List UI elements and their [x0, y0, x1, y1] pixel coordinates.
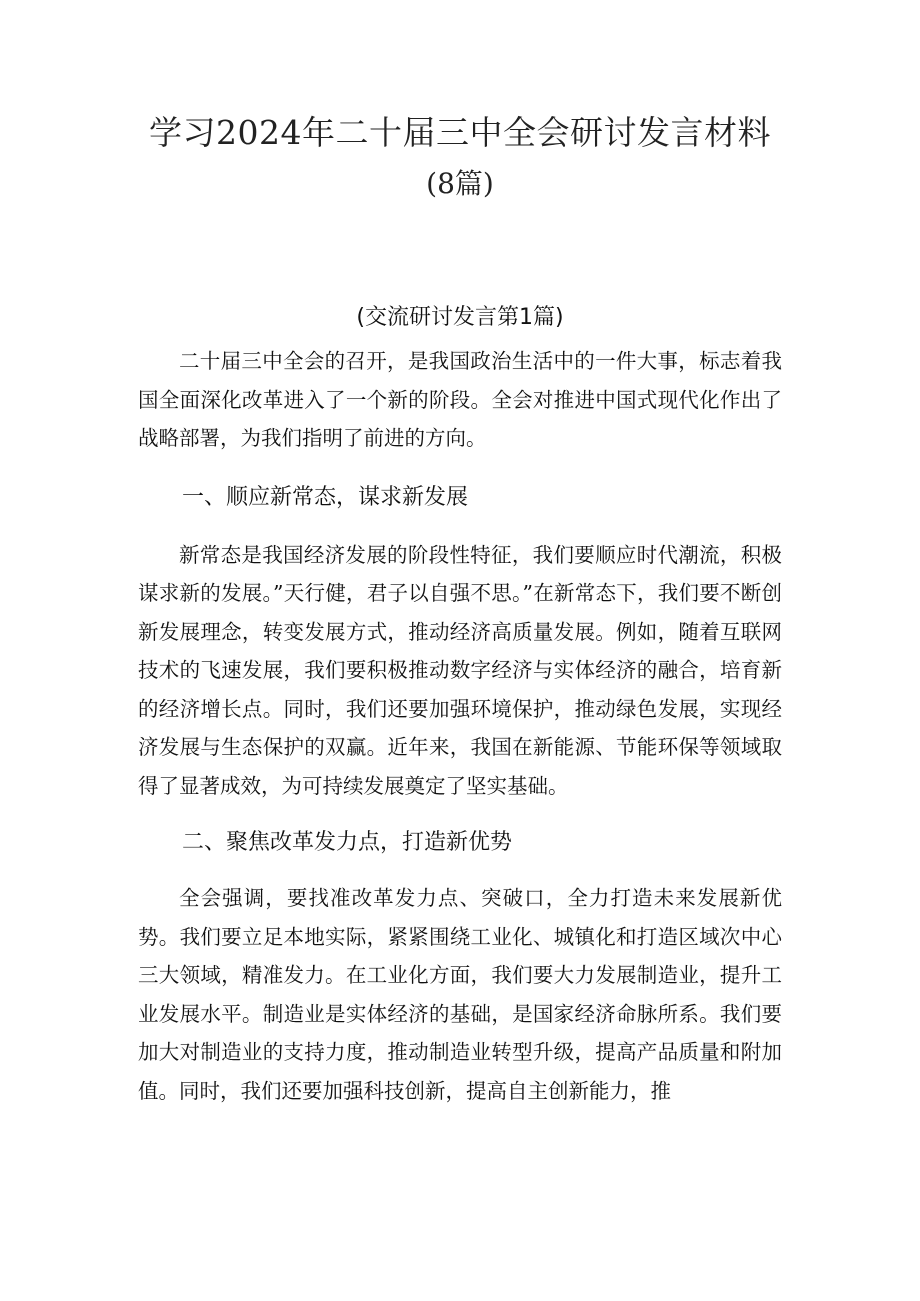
intro-paragraph: 二十届三中全会的召开，是我国政治生活中的一件大事，标志着我国全面深化改革进入了一个新的阶段。全会对推进中国式现代化作出了战略部署，为我们指明了前进的方向。	[138, 349, 782, 450]
document-title: 学习2024年二十届三中全会研讨发言材料	[149, 113, 771, 152]
document-subtitle: (8篇)	[426, 167, 494, 200]
sub-heading-2: 二、聚焦改革发力点，打造新优势	[182, 830, 513, 855]
section-heading: (交流研讨发言第1篇)	[356, 305, 564, 330]
body-paragraph-2: 全会强调，要找准改革发力点、突破口，全力打造未来发展新优势。我们要立足本地实际，紧紧围绕工业化、城镇化和打造区域次中心三大领域，精准发力。在工业化方面，我们要大力发展制造业，提升工业发展水平。制造业是实体经济的基础，是国家经济命脉所系。我们要加大对制造业的支持力度，推动制造业转型升级，提高产品质量和附加值。同时，我们还要加强科技创新，提高自主创新能力，推	[138, 886, 782, 1103]
body-paragraph-1: 新常态是我国经济发展的阶段性特征，我们要顺应时代潮流，积极谋求新的发展。”天行健，君子以自强不思。”在新常态下，我们要不断创新发展理念，转变发展方式，推动经济高质量发展。例如，随着互联网技术的飞速发展，我们要积极推动数字经济与实体经济的融合，培育新的经济增长点。同时，我们还要加强环境保护，推动绿色发展，实现经济发展与生态保护的双赢。近年来，我国在新能源、节能环保等领域取得了显著成效，为可持续发展奠定了坚实基础。	[138, 542, 782, 798]
sub-heading-1: 一、顺应新常态，谋求新发展	[182, 484, 469, 510]
